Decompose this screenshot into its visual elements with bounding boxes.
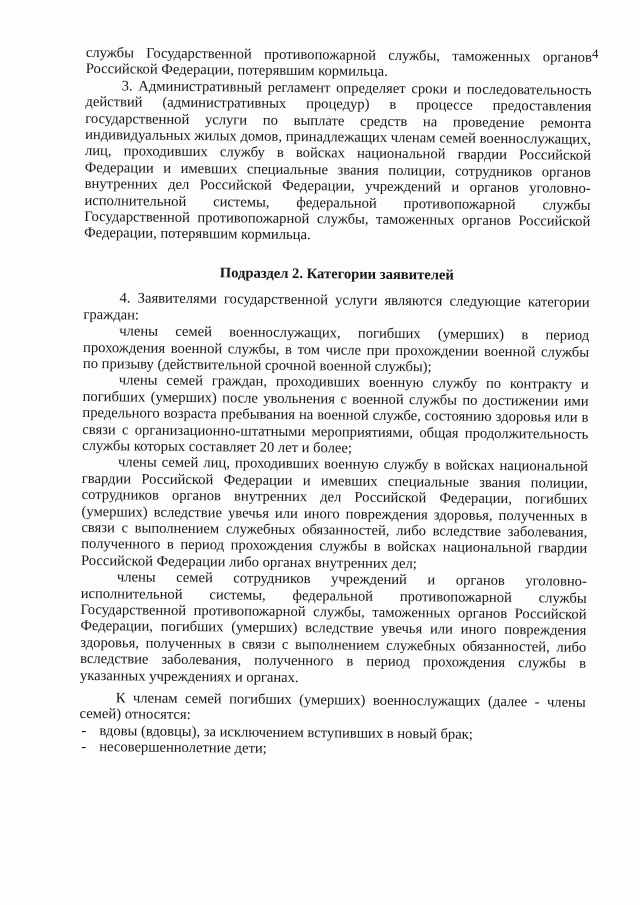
family-members-intro: К членам семей погибших (умерших) военнослужащих (далее - члены семей) относятся: xyxy=(79,690,586,724)
applicant-category-3: члены семей лиц, проходивших военную службу в войсках национальной гвардии Российской Федерации и имевших специальные звания полиции, сотрудников органов внутренних дел Российской Федерации, погибших (умерших) вследствие увечья или иного повреждения здоровья, полученных в связи с выполнением служебных обязанностей, либо вследствие заболевания, полученного в период прохождения службы в войсках национальной гвардии Российской Федерации либо органах внутренних дел; xyxy=(80,454,589,572)
family-members-list xyxy=(79,723,585,761)
page-number: 4 xyxy=(592,46,599,61)
applicant-category-2: члены семей граждан, проходивших военную службу по контракту и погибших (умерших) после увольнения с военной службы по достижении ими предельного возраста пребывания на военной службе, состоянию здоровья или в связи с организационно-штатными мероприятиями, общая продолжительность службы которых составляет 20 лет и более; xyxy=(82,372,589,457)
paragraph-4-intro: 4. Заявителями государственной услуги являются следующие категории граждан: xyxy=(83,290,590,324)
list-item: - несовершеннолетние дети; xyxy=(79,739,585,760)
section-heading: Подраздел 2. Категории заявителей xyxy=(219,265,454,284)
list-item: - вдовы (вдовцы), за исключением вступивших в новый брак; xyxy=(79,723,585,744)
applicant-category-4: члены семей сотрудников учреждений и органов уголовно-исполнительной системы, федеральной противопожарной службы Государственной противопожарной службы, таможенных органов Российской Федерации, погибших (умерших) вследствие увечья или иного повреждения здоровья, полученных в связи с выполнением служебных обязанностей, либо вследствие заболевания, полученного в период прохождения службы в указанных учреждениях и органах. xyxy=(79,569,587,686)
applicant-category-1: члены семей военнослужащих, погибших (умерших) в период прохождения военной службы, в том числе при прохождении военной службы по призыву (действительной срочной военной службы); xyxy=(82,323,590,376)
paragraph-3: 3. Административный регламент определяет сроки и последовательность действий (административных процедур) в процессе предоставления государственной услуги по выплате средств на проведение ремонта индивидуальных жилых домов, принадлежащих членам семей военнослужащих, лиц, проходивших службу в войсках национальной гвардии Российской Федерации и имевших специальные звания полиции, сотрудников органов внутренних дел Российской Федерации, учреждений и органов уголовно-исполнительной системы, федеральной противопожарной службы Государственной противопожарной службы, таможенных органов Российской Федерации, потерявшим кормильца. xyxy=(84,78,592,244)
document-body xyxy=(79,45,592,760)
continuation-paragraph: службы Государственной противопожарной службы, таможенных органов Российской Федерации, потерявшим кормильца. xyxy=(85,45,592,81)
